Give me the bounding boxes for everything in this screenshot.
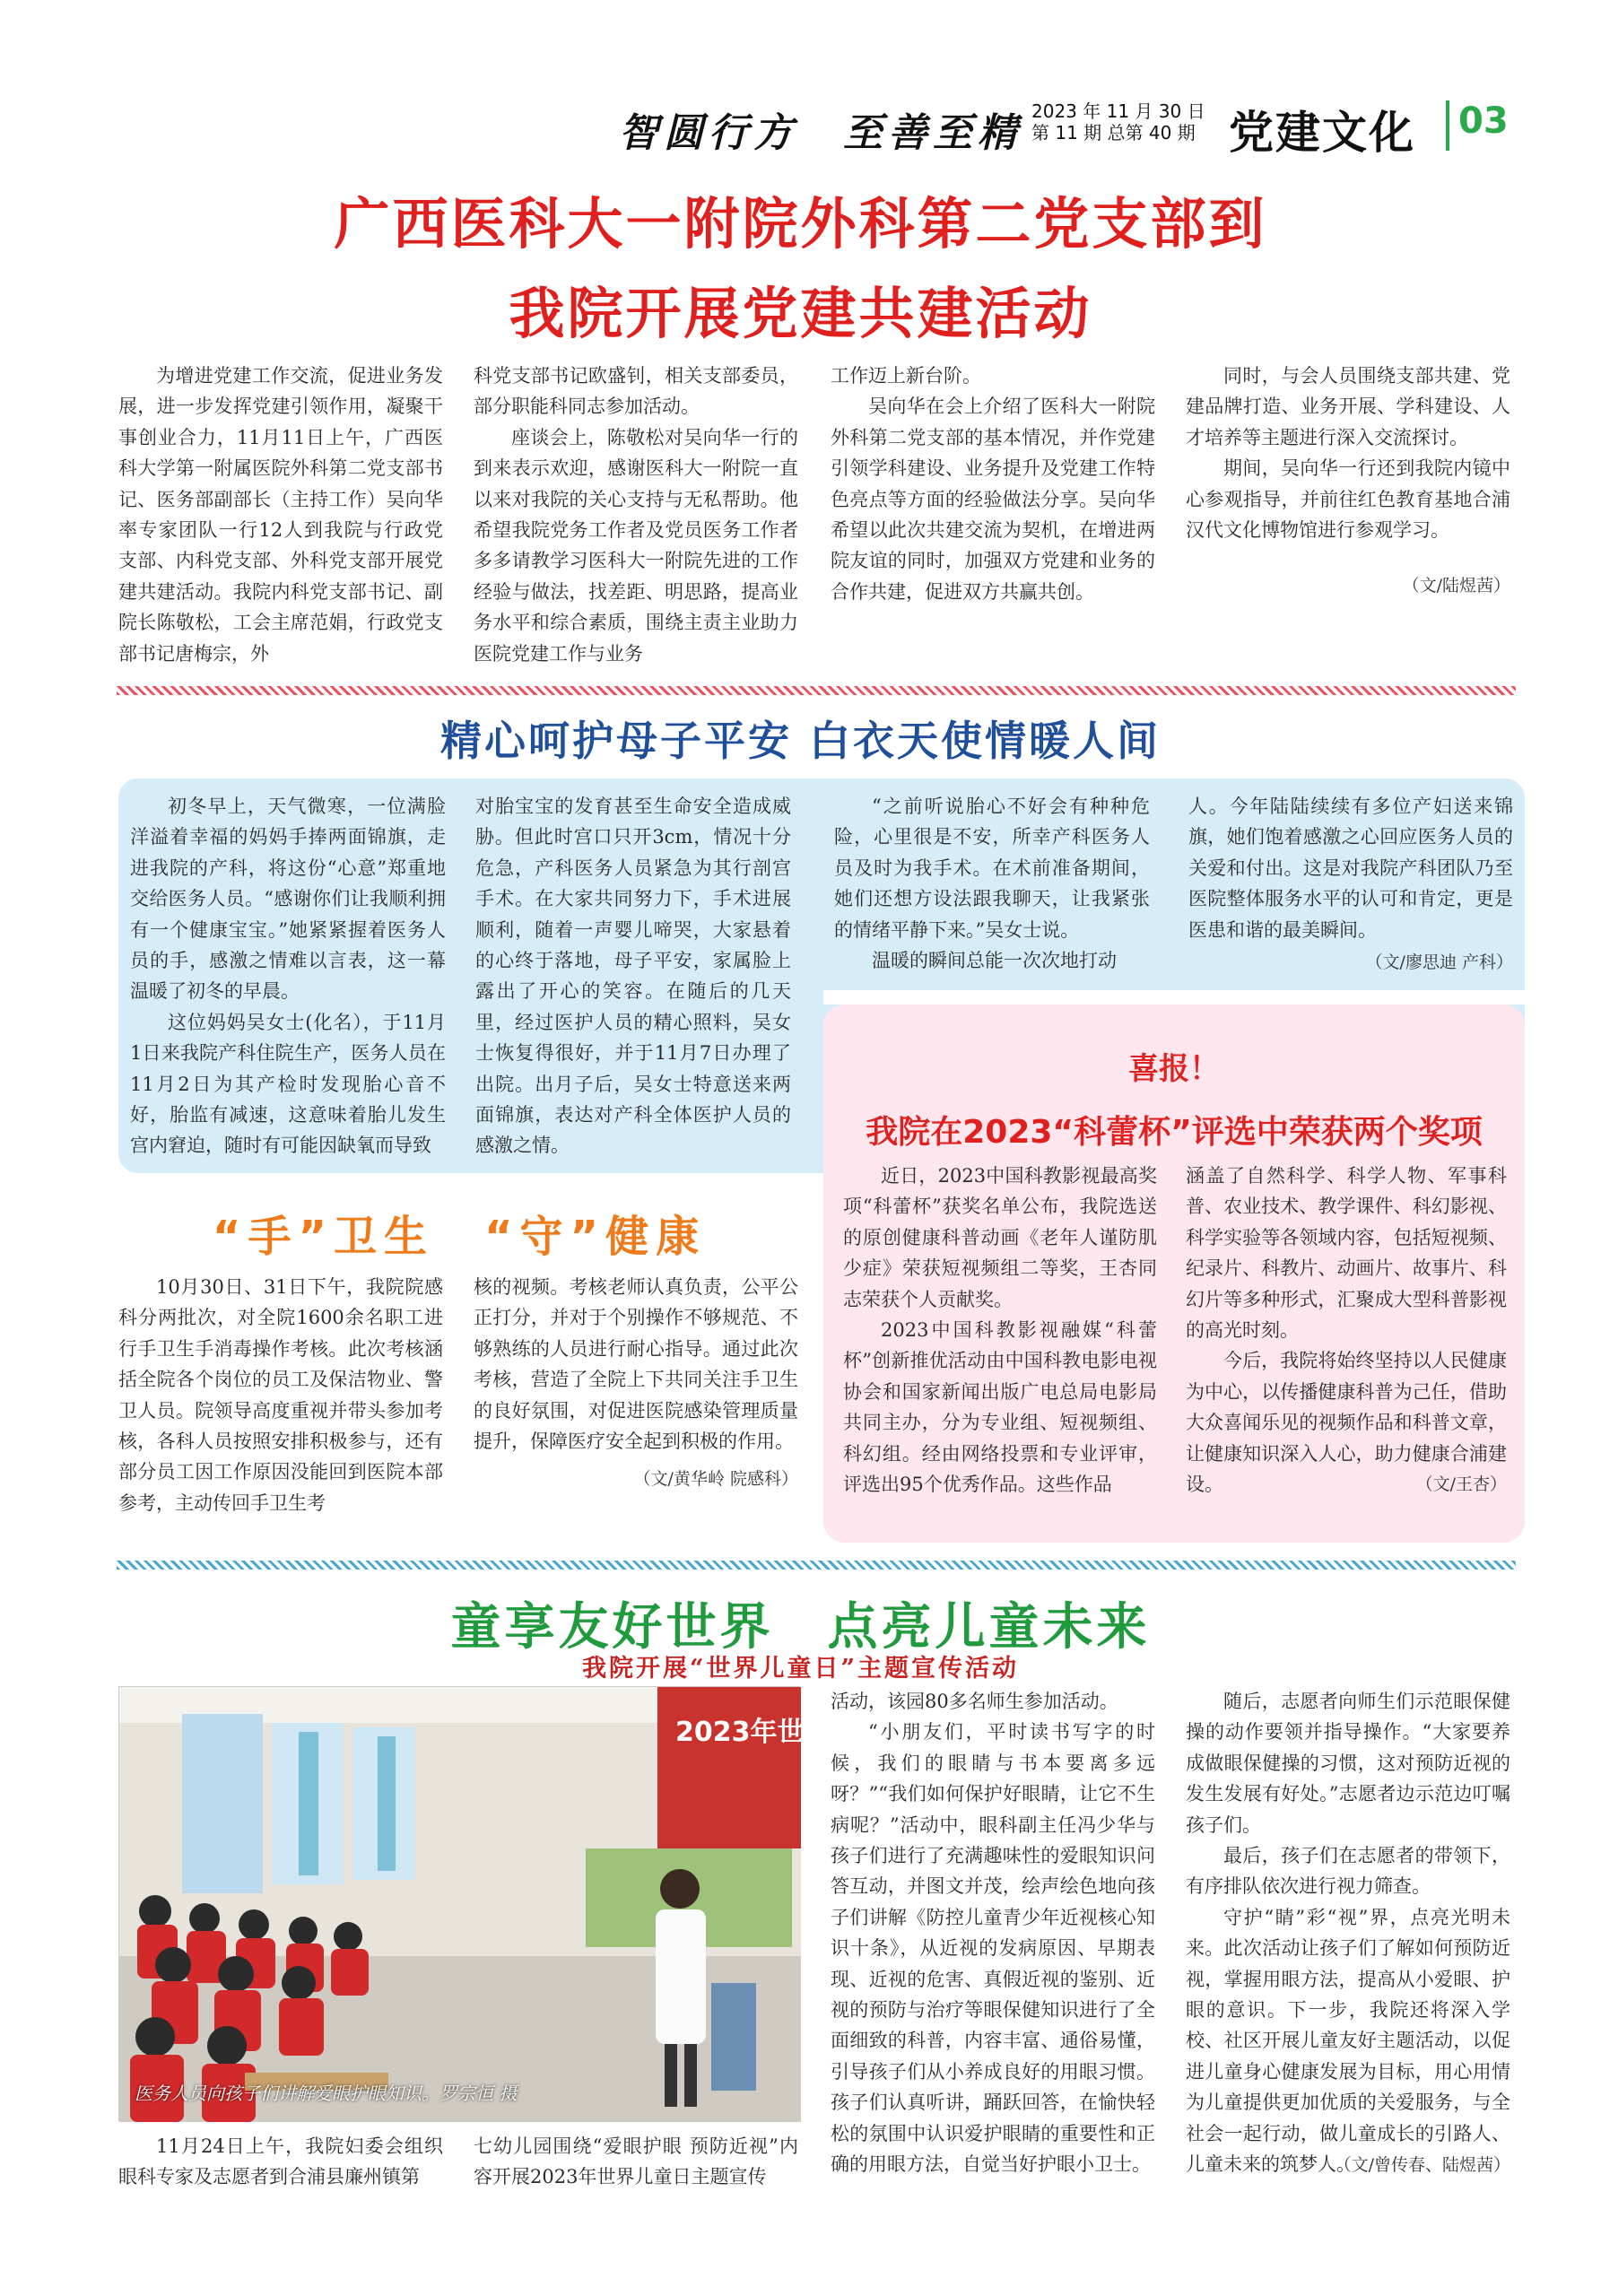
article4-title-line2: 我院在2023“科蕾杯”评选中荣获两个奖项 bbox=[866, 1114, 1483, 1151]
paragraph: 随后，志愿者向师生们示范眼保健操的动作要领并指导操作。“大家要养成做眼保健操的习惯，这对预防近视的发生发展有好处。”志愿者边示范边叮嘱孩子们。 bbox=[1186, 1691, 1510, 1836]
section-divider bbox=[117, 1561, 1516, 1570]
article4-column-2 bbox=[1186, 1161, 1507, 1500]
paragraph: 七幼儿园围绕“爱眼护眼 预防近视”内容开展2023年世界儿童日主题宣传 bbox=[474, 2135, 798, 2188]
article5-column-2 bbox=[474, 2131, 798, 2193]
article4-column-1 bbox=[843, 1161, 1157, 1500]
article3-signature: （文/黄华岭 院感科） bbox=[633, 1469, 798, 1490]
paragraph: 涵盖了自然科学、科学人物、军事科普、农业技术、教学课件、科幻影视、科学实验等各领域内容，包括短视频、纪录片、科教片、动画片、故事片、科幻片等多种形式，汇聚成大型科普影视的高光时刻。 bbox=[1186, 1165, 1507, 1342]
paragraph: 座谈会上，陈敬松对吴向华一行的到来表示欢迎，感谢医科大一附院一直以来对我院的关心支持与无私帮助。他希望我院党务工作者及党员医务工作者多多请教学习医科大一附院先进的工作经验与做法，找差距、明思路，提高业务水平和综合素质，围绕主责主业助力医院党建工作与业务 bbox=[474, 426, 798, 665]
article5-subtitle: 我院开展“世界儿童日”主题宣传活动 bbox=[581, 1655, 1020, 1683]
article3-column-2 bbox=[474, 1272, 798, 1495]
paragraph: 期间，吴向华一行还到我院内镜中心参观指导，并前往红色教育基地合浦汉代文化博物馆进行参观学习。 bbox=[1186, 457, 1510, 542]
article2-column-3 bbox=[834, 791, 1150, 976]
classroom-photo bbox=[118, 1686, 831, 2121]
paragraph: 这位妈妈吴女士(化名），于11月1日来我院产科住院生产，医务人员在11月2日为其产检时发现胎心音不好，胎监有减速，这意味着胎儿发生宫内窘迫，随时有可能因缺氧而导致 bbox=[130, 1011, 446, 1157]
photo-banner-text: 2023年世界 bbox=[675, 1717, 831, 1748]
box-gap bbox=[823, 990, 1525, 1004]
article3-title: “手”卫生 “守”健康 bbox=[212, 1212, 707, 1262]
paragraph: 为增进党建工作交流，促进业务发展，进一步发挥党建引领作用，凝聚干事创业合力，11月11日上午，广西医科大学第一附属医院外科第二党支部书记、医务部副部长（主持工作）吴向华率专家团队一行12人到我院与行政党支部、内科党支部、外科党支部开展党建共建活动。我院内科党支部书记、副院长陈敬松，工会主席范娟，行政党支部书记唐梅宗，外 bbox=[118, 365, 443, 665]
article2-title: 精心呵护母子平安 白衣天使情暖人间 bbox=[439, 717, 1161, 765]
article2-column-1 bbox=[130, 791, 446, 1161]
paragraph: “小朋友们，平时读书写字的时候，我们的眼睛与书本要离多远呀？”“我们如何保护好眼睛，让它不生病呢？”活动中，眼科副主任冯少华与孩子们进行了充满趣味性的爱眼知识问答互动，并图文并茂，绘声绘色地向孩子们讲解《防控儿童青少年近视核心知识十条》，从近视的发病原因、早期表现、近视的危害、真假近视的鉴别、近视的预防与治疗等眼保健知识进行了全面细致的科普，内容丰富、通俗易懂，引导孩子们从小养成良好的用眼习惯。孩子们认真听讲，踊跃回答，在愉快轻松的氛围中认识爱护眼睛的重要性和正确的用眼方法，自觉当好护眼小卫士。 bbox=[831, 1721, 1155, 2176]
paragraph: 10月30日、31日下午，我院院感科分两批次，对全院1600余名职工进行手卫生手消毒操作考核。此次考核涵括全院各个岗位的员工及保洁物业、警卫人员。院领导高度重视并带头参加考核，各科人员按照安排积极参与，还有部分员工因工作原因没能回到医院本部参考，主动传回手卫生考 bbox=[118, 1276, 443, 1514]
classroom-illustration bbox=[119, 1687, 831, 2122]
paragraph: 11月24日上午，我院妇委会组织眼科专家及志愿者到合浦县廉州镇第 bbox=[118, 2135, 443, 2188]
article2-column-4 bbox=[1188, 791, 1513, 978]
article5-column-4 bbox=[1186, 1686, 1510, 2180]
article1-column-4 bbox=[1186, 361, 1510, 602]
section-title: 党建文化 bbox=[1229, 106, 1415, 159]
photo-caption: 医务人员向孩子们讲解爱眼护眼知识。罗宗恒 摄 bbox=[135, 2083, 518, 2104]
paragraph: 初冬早上，天气微寒，一位满脸洋溢着幸福的妈妈手捧两面锦旗，走进我院的产科，将这份“心意”郑重地交给医务人员。“感谢你们让我顺利拥有一个健康宝宝。”她紧紧握着医务人员的手，感激之情难以言表，这一幕温暖了初冬的早晨。 bbox=[130, 796, 446, 1003]
article1-column-3 bbox=[831, 361, 1155, 607]
paragraph: “之前听说胎心不好会有种种危险，心里很是不安，所幸产科医务人员及时为我手术。在术前准备期间，她们还想方设法跟我聊天，让我紧张的情绪平静下来。”吴女士说。 bbox=[834, 796, 1150, 941]
paragraph: 工作迈上新台阶。 bbox=[831, 365, 981, 387]
article3-column-1 bbox=[118, 1272, 443, 1518]
issue-date-line: 2023 年 11 月 30 日 bbox=[1031, 100, 1205, 122]
article4-title-line1: 喜报！ bbox=[1128, 1051, 1220, 1087]
section-divider-bar bbox=[1446, 100, 1449, 151]
paragraph: 活动，该园80多名师生参加活动。 bbox=[831, 1691, 1118, 1712]
article1-column-1 bbox=[118, 361, 443, 669]
paragraph: 核的视频。考核老师认真负责，公平公正打分，并对于个别操作不够规范、不够熟练的人员进行耐心指导。通过此次考核，营造了全院上下共同关注手卫生的良好氛围，对促进医院感染管理质量提升，保障医疗安全起到积极的作用。 bbox=[474, 1276, 798, 1453]
article1-signature: （文/陆煜茜） bbox=[1402, 576, 1510, 596]
article2-signature: （文/廖思迪 产科） bbox=[1365, 952, 1513, 973]
paragraph: 今后，我院将始终坚持以人民健康为中心，以传播健康科普为己任，借助大众喜闻乐见的视频作品和科普文章，让健康知识深入人心，助力健康合浦建设。 bbox=[1186, 1350, 1507, 1496]
paragraph: 2023中国科教影视融媒“科蕾杯”创新推优活动由中国科教电影电视协会和国家新闻出版广电总局电影局共同主办，分为专业组、短视频组、科幻组。经由网络投票和专业评审，评选出95个优秀作品。这些作品 bbox=[843, 1319, 1157, 1496]
paragraph: 吴向华在会上介绍了医科大一附院外科第二党支部的基本情况，并作党建引领学科建设、业务提升及党建工作特色亮点等方面的经验做法分享。吴向华希望以此次共建交流为契机，在增进两院友谊的同时，加强双方党建和业务的合作共建，促进双方共赢共创。 bbox=[831, 396, 1155, 603]
paragraph: 最后，孩子们在志愿者的带领下，有序排队依次进行视力筛查。 bbox=[1186, 1845, 1510, 1898]
paragraph: 科党支部书记欧盛钊，相关支部委员，部分职能科同志参加活动。 bbox=[474, 365, 798, 418]
article1-title-line2: 我院开展党建共建活动 bbox=[509, 281, 1092, 346]
paragraph: 对胎宝宝的发育甚至生命安全造成威胁。但此时宫口只开3cm，情况十分危急，产科医务人员紧急为其行剖宫手术。在大家共同努力下，手术进展顺利，随着一声婴儿啼哭，大家悬着的心终于落地，母子平安，家属脸上露出了开心的笑容。在随后的几天里，经过医护人员的精心照料，吴女士恢复得很好，并于11月7日办理了出院。出月子后，吴女士特意送来两面锦旗，表达对产科全体医护人员的感激之情。 bbox=[475, 796, 791, 1157]
article1-title-line1: 广西医科大一附院外科第二党支部到 bbox=[334, 191, 1267, 257]
article1-column-2 bbox=[474, 361, 798, 669]
paragraph: 近日，2023中国科教影视最高奖项“科蕾杯”获奖名单公布，我院选送的原创健康科普动画《老年人谨防肌少症》荣获短视频组二等奖，王杏同志荣获个人贡献奖。 bbox=[843, 1165, 1157, 1310]
article4-signature: （文/王杏） bbox=[1415, 1474, 1507, 1495]
section-divider bbox=[117, 686, 1516, 695]
article5-signature: （文/曾传春、陆煜茜） bbox=[1334, 2154, 1510, 2175]
article5-column-3 bbox=[831, 1686, 1155, 2180]
article5-title: 童享友好世界 点亮儿童未来 bbox=[450, 1598, 1151, 1657]
page-number: 03 bbox=[1458, 100, 1509, 142]
article2-column-2 bbox=[475, 791, 791, 1161]
issue-date bbox=[1031, 100, 1205, 144]
article5-column-1 bbox=[118, 2131, 443, 2193]
paragraph: 同时，与会人员围绕支部共建、党建品牌打造、业务开展、学科建设、人才培养等主题进行深入交流探讨。 bbox=[1186, 365, 1510, 448]
paragraph: 人。今年陆陆续续有多位产妇送来锦旗，她们饱着感激之心回应医务人员的关爱和付出。这是对我院产科团队乃至医院整体服务水平的认可和肯定，更是医患和谐的最美瞬间。 bbox=[1188, 796, 1513, 941]
paragraph: 温暖的瞬间总能一次次地打动 bbox=[872, 950, 1117, 972]
header-slogan: 智圆行方 至善至精 bbox=[619, 110, 1022, 156]
issue-number-line: 第 11 期 总第 40 期 bbox=[1031, 122, 1196, 144]
paragraph: 守护“睛”彩“视”界，点亮光明未来。此次活动让孩子们了解如何预防近视，掌握用眼方法，提高从小爱眼、护眼的意识。下一步，我院还将深入学校、社区开展儿童友好主题活动，以促进儿童身心健康发展为目标，用心用情为儿童提供更加优质的关爱服务，与全社会一起行动，做儿童成长的引路人、儿童未来的筑梦人。 bbox=[1186, 1906, 1510, 2176]
